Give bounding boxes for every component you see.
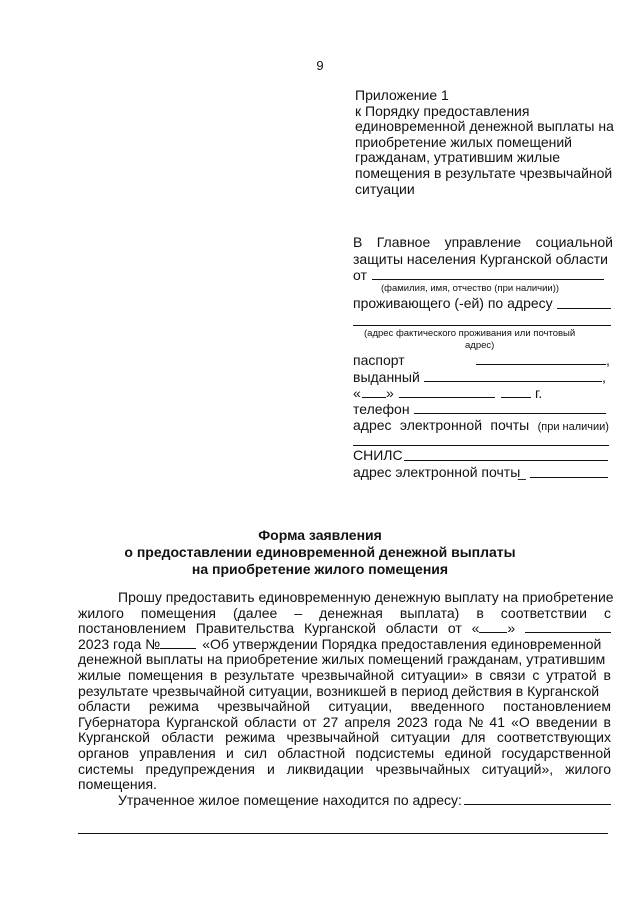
from-fullname-field[interactable] bbox=[372, 279, 604, 280]
address-hint: (адрес фактического проживания или почтовый bbox=[364, 328, 576, 339]
form-title: Форма заявления о предоставлении единовременной денежной выплаты на приобретение жилого помещения bbox=[124, 527, 516, 577]
email2-label: адрес электронной почты bbox=[353, 464, 521, 480]
email-field[interactable] bbox=[353, 445, 609, 446]
snils-field[interactable] bbox=[404, 460, 608, 461]
residing-address-field-2[interactable] bbox=[353, 325, 611, 326]
issued-field[interactable] bbox=[424, 381, 602, 382]
body-line: Губернатора Курганской области от 27 апреля 2023 года № 41 «О введении в bbox=[78, 713, 611, 730]
appendix-line: к Порядку предоставления bbox=[355, 102, 530, 119]
email-label-row: адрес электронной почты (при наличии) bbox=[353, 417, 609, 433]
issued-comma: , bbox=[602, 369, 606, 385]
date-quote-close: » bbox=[386, 385, 394, 401]
body-line: Курганской области режима чрезвычайной ситуации для соответствующих bbox=[78, 729, 611, 746]
date-quote-open: « bbox=[353, 385, 361, 401]
body-line: Прошу предоставить единовременную денежную выплату на приобретение bbox=[118, 589, 614, 605]
email2-field[interactable] bbox=[530, 477, 608, 478]
phone-field[interactable] bbox=[414, 413, 606, 414]
phone-label: телефон bbox=[353, 401, 410, 417]
body-line: помещения. bbox=[78, 776, 157, 793]
appendix-line: приобретение жилых помещений bbox=[355, 133, 572, 150]
passport-field[interactable] bbox=[476, 364, 606, 365]
body-line: органов управления и сил областной подсистемы единой государственной bbox=[78, 744, 611, 761]
appendix-header bbox=[355, 88, 614, 197]
body-line: 2023 года № «Об утверждении Порядка предоставления единовременной bbox=[78, 635, 602, 652]
decree-day-field[interactable] bbox=[479, 621, 507, 633]
decree-month-field[interactable] bbox=[525, 621, 611, 633]
page-number: 9 bbox=[316, 58, 324, 73]
body-line: системы предупреждения и ликвидации чрезвычайных ситуаций», жилого bbox=[78, 760, 611, 777]
snils-label: СНИЛС bbox=[353, 447, 403, 463]
appendix-line: Приложение 1 bbox=[355, 87, 449, 103]
appendix-line: гражданам, утратившим жилые bbox=[355, 149, 561, 166]
lost-housing-address-field-2[interactable] bbox=[78, 833, 608, 834]
appendix-line: помещения в результате чрезвычайной bbox=[355, 164, 613, 181]
appendix-line: единовременной денежной выплаты на bbox=[355, 118, 614, 135]
body-line: постановлением Правительства Курганской области от « » bbox=[78, 621, 611, 637]
issued-month-field[interactable] bbox=[399, 397, 495, 398]
body-line: области режима чрезвычайной ситуации, введенного постановлением bbox=[78, 698, 611, 715]
addressee-line-2: защиты населения Курганской области bbox=[353, 251, 608, 267]
addressee-line-1: В Главное управление социальной bbox=[353, 234, 613, 250]
lost-housing-address-field[interactable] bbox=[464, 793, 611, 805]
body-line: результате чрезвычайной ситуации, возникшей в период действия в Курганской bbox=[78, 682, 600, 699]
body-line: жилого помещения (далее – денежная выплата) в соответствии с bbox=[78, 604, 611, 621]
email-note: (при наличии) bbox=[537, 421, 609, 433]
issued-day-field[interactable] bbox=[362, 397, 386, 398]
issued-year-field[interactable] bbox=[501, 397, 531, 398]
body-line: жилые помещения в результате чрезвычайной ситуации» в связи с утратой в bbox=[78, 666, 611, 683]
appendix-line: ситуации bbox=[355, 180, 415, 197]
decree-number-field[interactable] bbox=[160, 637, 196, 649]
body-line: денежной выплаты на приобретение жилых помещений гражданам, утратившим bbox=[78, 651, 606, 668]
residing-address-field[interactable] bbox=[557, 308, 611, 309]
from-label: от bbox=[353, 267, 367, 283]
residing-label: проживающего (-ей) по адресу bbox=[353, 295, 553, 311]
passport-comma: , bbox=[606, 352, 610, 368]
address-hint-2: адрес) bbox=[465, 340, 495, 351]
year-suffix: г. bbox=[535, 385, 543, 401]
passport-label: паспорт bbox=[353, 352, 405, 368]
body-line: Утраченное жилое помещение находится по адресу: bbox=[78, 793, 611, 809]
email2-tail: _ bbox=[518, 464, 526, 480]
from-hint: (фамилия, имя, отчество (при наличии)) bbox=[381, 283, 560, 294]
application-body bbox=[78, 589, 614, 808]
issued-label: выданный bbox=[353, 369, 420, 385]
